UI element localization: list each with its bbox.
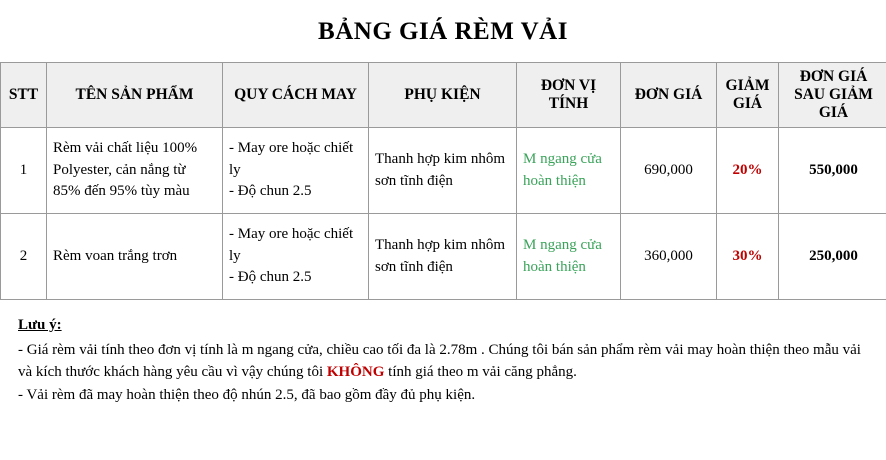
document-page bbox=[0, 18, 886, 460]
cell-unit bbox=[517, 128, 621, 214]
unit-line-2: hoàn thiện bbox=[523, 257, 614, 279]
unit-line-2: hoàn thiện bbox=[523, 171, 614, 193]
spec-line-1: - May ore hoặc chiết ly bbox=[229, 138, 362, 182]
cell-discount: 30% bbox=[717, 214, 779, 300]
cell-final-price: 550,000 bbox=[779, 128, 886, 214]
unit-line-1: M ngang cửa bbox=[523, 235, 614, 257]
cell-product-name: Rèm voan trắng trơn bbox=[47, 214, 223, 300]
spec-line-2: - Độ chun 2.5 bbox=[229, 267, 362, 289]
cell-spec bbox=[223, 128, 369, 214]
column-header-final-price: ĐƠN GIÁ SAU GIẢM GIÁ bbox=[779, 63, 886, 128]
table-body bbox=[1, 128, 886, 300]
cell-spec bbox=[223, 214, 369, 300]
column-header-discount: GIẢM GIÁ bbox=[717, 63, 779, 128]
table-row bbox=[1, 128, 886, 214]
table-header-row bbox=[1, 63, 886, 128]
cell-price: 690,000 bbox=[621, 128, 717, 214]
cell-stt: 1 bbox=[1, 128, 47, 214]
column-header-stt: STT bbox=[1, 63, 47, 128]
note-line-1-part-1: - Giá rèm vải tính theo đơn vị tính là m ngang cửa, chiều cao tối đa là 2.78m . Chúng tôi bán sản phẩm rèm vải may hoàn thiện theo mẫu vải và kích thước khách hàng yêu cầu vì vậy chúng tôi bbox=[18, 342, 861, 381]
notes-title: Lưu ý: bbox=[18, 314, 874, 337]
column-header-accessory: PHỤ KIỆN bbox=[369, 63, 517, 128]
cell-stt: 2 bbox=[1, 214, 47, 300]
price-table bbox=[0, 62, 886, 300]
column-header-spec: QUY CÁCH MAY bbox=[223, 63, 369, 128]
note-emphasis-khong: KHÔNG bbox=[327, 364, 385, 380]
spec-line-1: - May ore hoặc chiết ly bbox=[229, 224, 362, 268]
cell-accessory: Thanh hợp kim nhôm sơn tĩnh điện bbox=[369, 214, 517, 300]
unit-line-1: M ngang cửa bbox=[523, 149, 614, 171]
cell-final-price: 250,000 bbox=[779, 214, 886, 300]
note-line-1 bbox=[18, 339, 874, 384]
spec-line-2: - Độ chun 2.5 bbox=[229, 181, 362, 203]
page-title: BẢNG GIÁ RÈM VẢI bbox=[0, 18, 886, 46]
cell-accessory: Thanh hợp kim nhôm sơn tĩnh điện bbox=[369, 128, 517, 214]
cell-unit bbox=[517, 214, 621, 300]
cell-product-name: Rèm vải chất liệu 100% Polyester, cản nắng từ 85% đến 95% tùy màu bbox=[47, 128, 223, 214]
notes-section bbox=[18, 314, 874, 406]
table-row bbox=[1, 214, 886, 300]
column-header-unit: ĐƠN VỊ TÍNH bbox=[517, 63, 621, 128]
column-header-price: ĐƠN GIÁ bbox=[621, 63, 717, 128]
cell-discount: 20% bbox=[717, 128, 779, 214]
cell-price: 360,000 bbox=[621, 214, 717, 300]
note-line-2: - Vải rèm đã may hoàn thiện theo độ nhún 2.5, đã bao gồm đầy đủ phụ kiện. bbox=[18, 384, 874, 407]
table-header bbox=[1, 63, 886, 128]
note-line-1-part-2: tính giá theo m vải căng phẳng. bbox=[388, 364, 577, 380]
column-header-product-name: TÊN SẢN PHẨM bbox=[47, 63, 223, 128]
